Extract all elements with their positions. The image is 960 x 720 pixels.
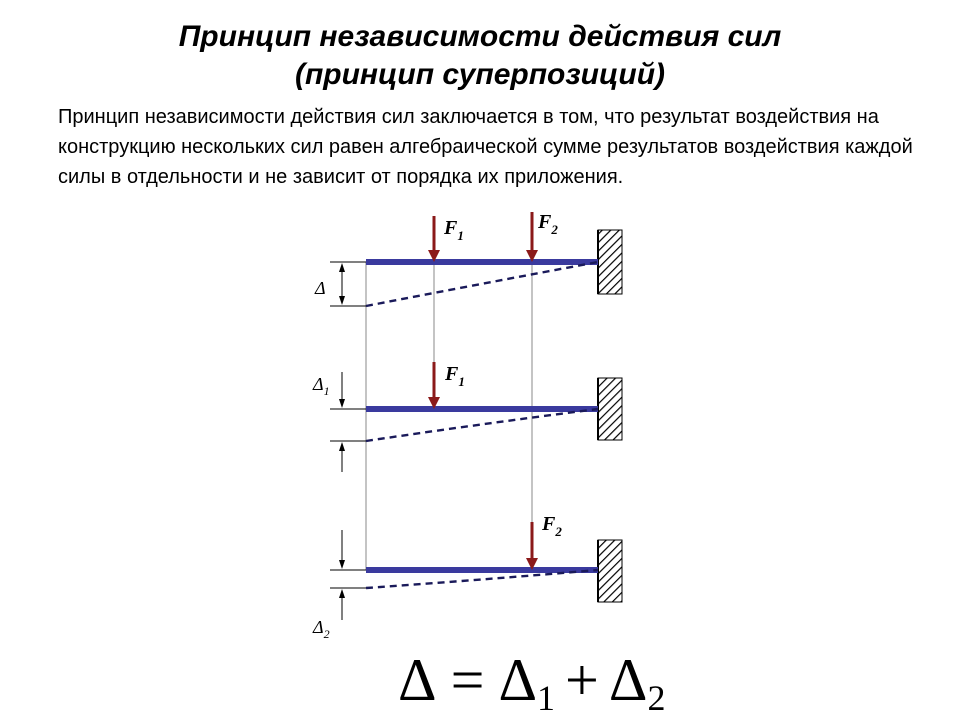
delta-total-arrow-down [339,296,345,305]
formula-equals: = [450,647,485,713]
formula-term2-sub: 2 [647,678,666,718]
title-line-2: (принцип суперпозиций) [294,58,666,91]
force-f2-label-1: $F_2$ [538,211,558,237]
formula-plus: + [565,647,599,713]
principle-description: Принцип независимости действия сил заключается в том, что результат воздействия на конструкцию нескольких сил равен алгебраической сумме результатов воздействия каждой силы в отдельности и не зависит от порядка их приложения. [58,106,913,188]
wall-support-2 [598,378,622,440]
delta1-arrow-down [339,399,345,408]
formula-lhs: Δ [398,647,437,713]
formula-term2: Δ [608,647,648,713]
superposition-formula [398,647,665,718]
delta1-label: $\Delta_1$ [313,374,330,398]
delta-total-arrow-up [339,263,345,272]
title-line-1: Принцип независимости действия сил [178,20,782,53]
deflected-beam-2 [366,409,598,441]
wall-support-1 [598,230,622,294]
delta1-arrow-up [339,442,345,451]
delta-total-label: Δ [315,278,326,298]
wall-support-3 [598,540,622,602]
formula-term1-sub: 1 [537,678,556,718]
formula-term1: Δ [498,647,538,713]
delta2-arrow-up [339,589,345,598]
force-f1-label-1: $F_1$ [444,217,464,243]
delta2-arrow-down [339,560,345,569]
force-f2-label-3: $F_2$ [542,513,562,539]
deflected-beam-1 [366,262,598,306]
delta2-label: $\Delta_2$ [313,617,330,641]
force-f1-label-2: $F_1$ [445,363,465,389]
